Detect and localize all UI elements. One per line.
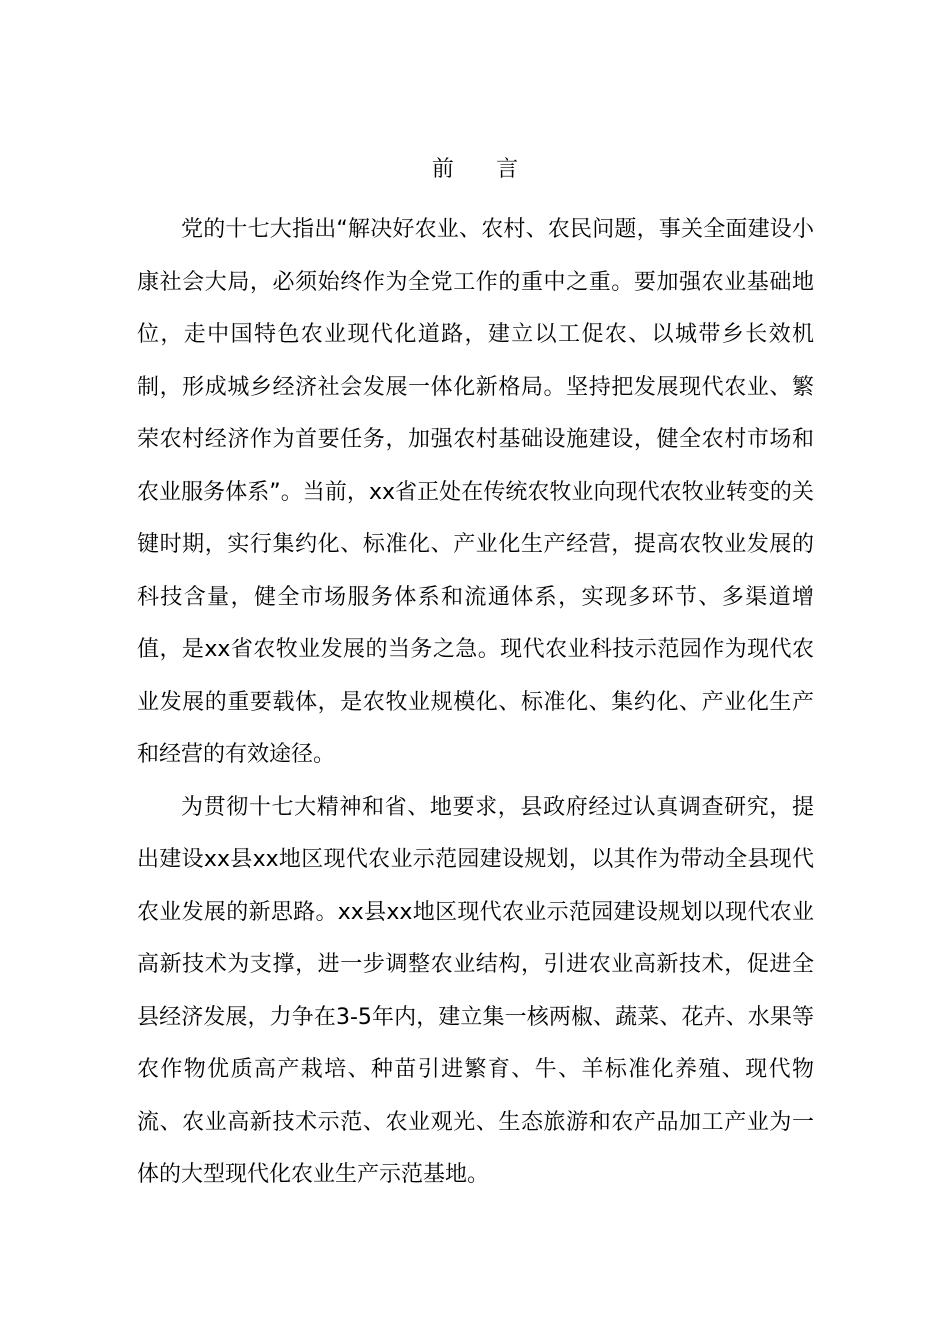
paragraph-1: 党的十七大指出“解决好农业、农村、农民问题，事关全面建设小康社会大局，必须始终作为全党工作的重中之重。要加强农业基础地位，走中国特色农业现代化道路，建立以工促农、以城带乡长效机制，形成城乡经济社会发展一体化新格局。坚持把发展现代农业、繁荣农村经济作为首要任务，加强农村基础设施建设，健全农村市场和农业服务体系”。当前，xx省正处在传统农牧业向现代农牧业转变的关键时期，实行集约化、标准化、产业化生产经营，提高农牧业发展的科技含量，健全市场服务体系和流通体系，实现多环节、多渠道增值，是xx省农牧业发展的当务之急。现代农业科技示范园作为现代农业发展的重要载体，是农牧业规模化、标准化、集约化、产业化生产和经营的有效途径。 xyxy=(137,217,814,767)
document-body xyxy=(137,204,814,1202)
document-title: 前 言 xyxy=(431,157,536,182)
paragraph-2: 为贯彻十七大精神和省、地要求，县政府经过认真调查研究，提出建设xx县xx地区现代农业示范园建设规划，以其作为带动全县现代农业发展的新思路。xx县xx地区现代农业示范园建设规划以现代农业高新技术为支撑，进一步调整农业结构，引进农业高新技术，促进全县经济发展，力争在3-5年内，建立集一核两椒、蔬菜、花卉、水果等农作物优质高产栽培、种苗引进繁育、牛、羊标准化养殖、现代物流、农业高新技术示范、农业观光、生态旅游和农产品加工产业为一体的大型现代化农业生产示范基地。 xyxy=(137,794,814,1187)
